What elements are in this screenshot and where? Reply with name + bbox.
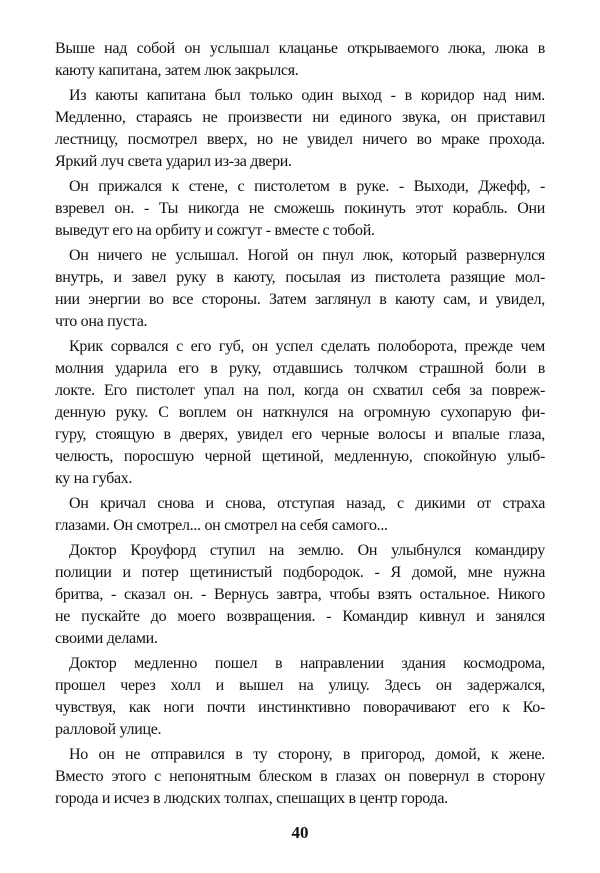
book-page-text — [55, 38, 545, 813]
text-line: Крик сорвался с его губ, он успел сделать полоборота, прежде чем — [69, 338, 545, 355]
text-line: локте. Его пистолет упал на пол, когда он схватил себя за повреж- — [55, 382, 545, 399]
paragraph — [55, 744, 545, 810]
text-line: каюту капитана, затем люк закрылся. — [55, 62, 299, 79]
text-line: молния ударила его в руку, отдавшись толчком страшной боли в — [55, 360, 545, 377]
text-line: денную руку. С воплем он наткнулся на огромную сухопарую фи- — [55, 404, 545, 421]
text-line: прошел через холл и вышел на улицу. Здесь он задержался, — [55, 677, 545, 694]
text-line: полиции и потер щетинистый подбородок. - Я домой, мне нужна — [55, 564, 545, 581]
text-line: чувствуя, как ноги почти инстинктивно поворачивают его к Ко- — [55, 699, 545, 716]
text-line: лестницу, посмотрел вверх, но не увидел ничего во мраке прохода. — [55, 131, 545, 148]
paragraph — [55, 38, 545, 82]
text-line: Он кричал снова и снова, отступая назад, с дикими от страха — [69, 495, 545, 512]
paragraph — [55, 336, 545, 490]
text-line: Доктор Кроуфорд ступил на землю. Он улыбнулся командиру — [69, 542, 545, 559]
text-line: выведут его на орбиту и сожгут - вместе с тобой. — [55, 222, 375, 239]
text-line: нии энергии во все стороны. Затем заглянул в каюту сам, и увидел, — [55, 291, 545, 308]
paragraph — [55, 176, 545, 242]
text-line: Медленно, стараясь не произвести ни единого звука, он приставил — [55, 109, 545, 126]
page-number: 40 — [291, 823, 309, 842]
text-line: внутрь, и завел руку в каюту, посылая из пистолета разящие мол- — [55, 269, 545, 286]
text-line: города и исчез в людских толпах, спешащих в центр города. — [55, 790, 448, 807]
text-line: что она пуста. — [55, 313, 148, 330]
text-line: глазами. Он смотрел... он смотрел на себя самого... — [55, 517, 388, 534]
text-line: Он ничего не услышал. Ногой он пнул люк, который развернулся — [69, 247, 545, 264]
paragraph — [55, 493, 545, 537]
text-line: взревел он. - Ты никогда не сможешь покинуть этот корабль. Они — [55, 200, 545, 217]
text-line: Из каюты капитана был только один выход - в коридор над ним. — [69, 87, 545, 104]
text-line: ралловой улице. — [55, 721, 162, 738]
text-line: ку на губах. — [55, 470, 133, 487]
paragraph — [55, 653, 545, 741]
text-line: Доктор медленно пошел в направлении здания космодрома, — [69, 655, 545, 672]
paragraph — [55, 540, 545, 650]
text-line: Яркий луч света ударил из-за двери. — [55, 153, 292, 170]
paragraph — [55, 245, 545, 333]
text-line: Выше над собой он услышал клацанье открываемого люка, люка в — [55, 40, 545, 57]
text-line: гуру, стоящую в дверях, увидел его черные волосы и впалые глаза, — [55, 426, 545, 443]
text-line: не пускайте до моего возвращения. - Командир кивнул и занялся — [55, 608, 545, 625]
text-line: челюсть, поросшую черной щетиной, медленную, спокойную улыб- — [55, 448, 545, 465]
text-line: Вместо этого с непонятным блеском в глазах он повернул в сторону — [55, 768, 545, 785]
text-line: Но он не отправился в ту сторону, в пригород, домой, к жене. — [69, 746, 545, 763]
text-line: Он прижался к стене, с пистолетом в руке. - Выходи, Джефф, - — [69, 178, 545, 195]
paragraph — [55, 85, 545, 173]
text-line: бритва, - сказал он. - Вернусь завтра, чтобы взять остальное. Никого — [55, 586, 545, 603]
text-line: своими делами. — [55, 630, 158, 647]
